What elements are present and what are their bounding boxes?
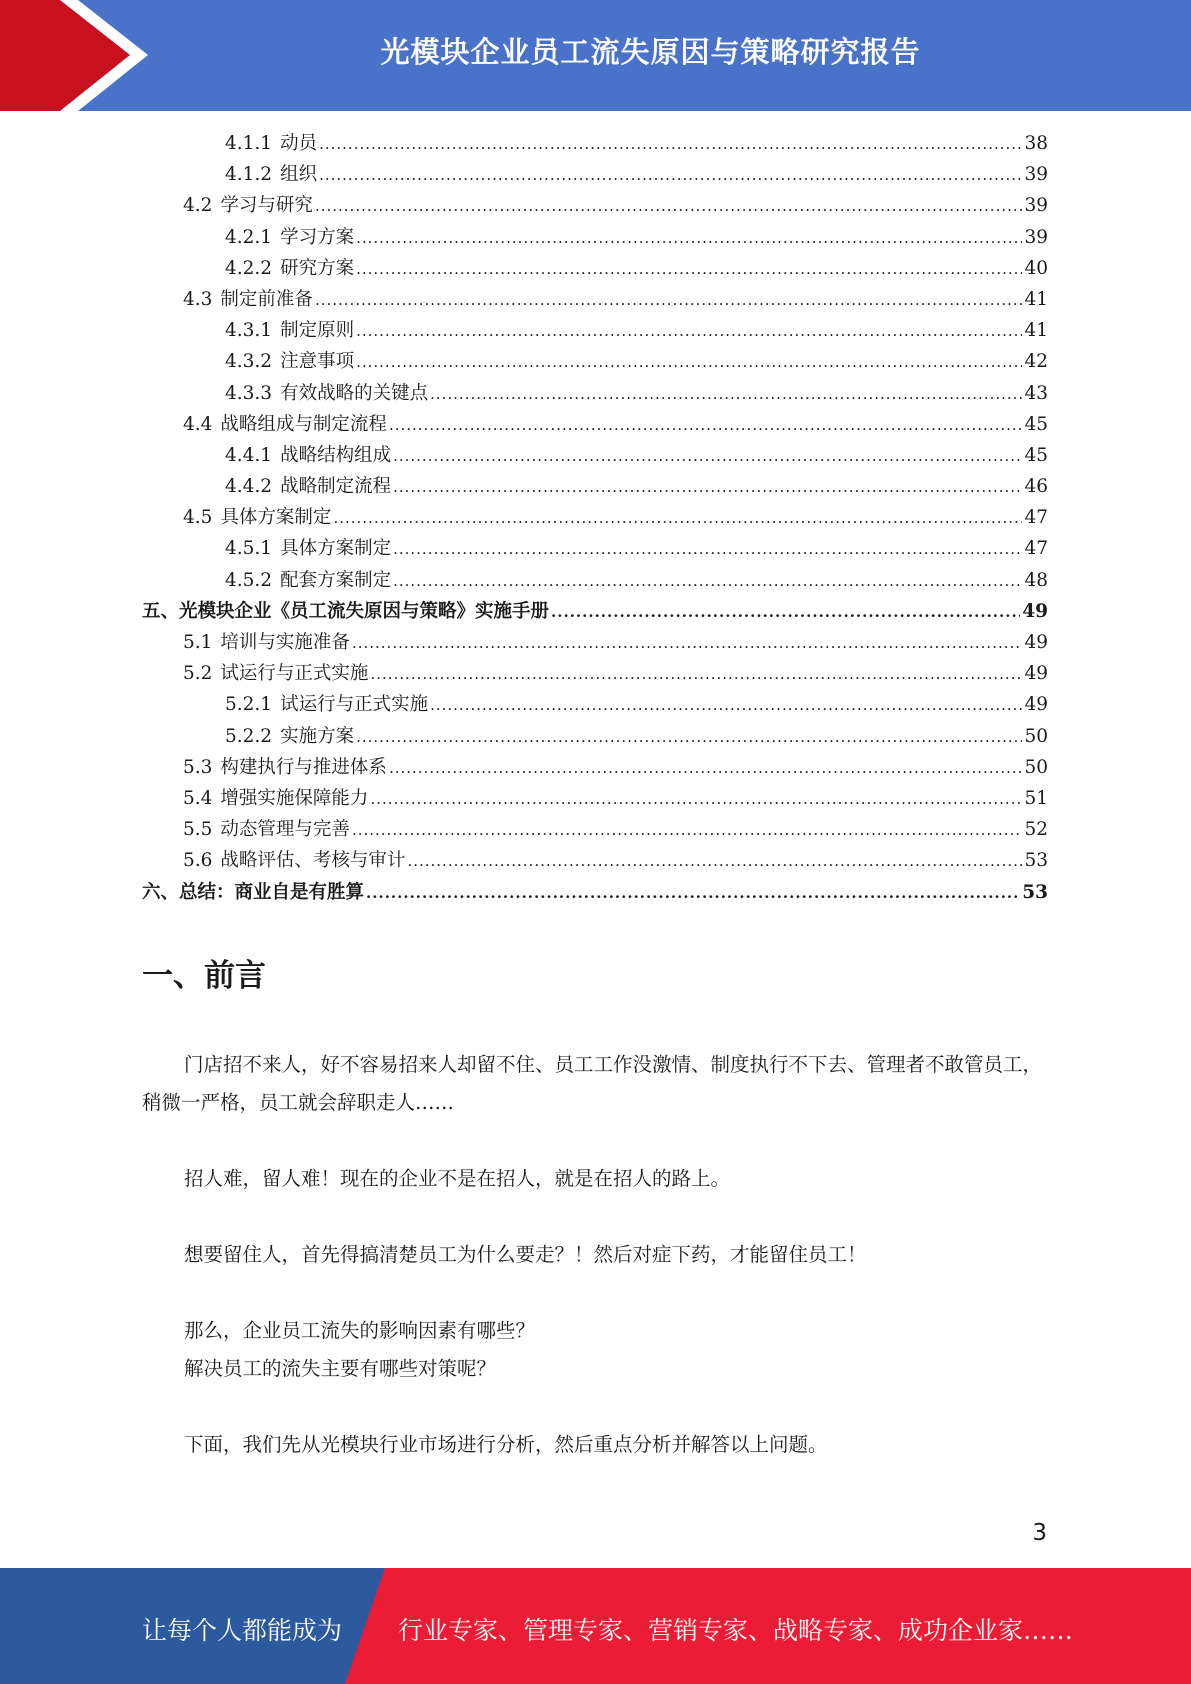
toc-entry-number: 4.2 [183, 195, 213, 217]
toc-leader-dots [356, 223, 1022, 254]
toc-entry-label: 增强实施保障能力 [220, 787, 369, 809]
toc-entry-page: 47 [1024, 538, 1048, 560]
paragraph: 门店招不来人，好不容易招来人却留不住、员工工作没激情、制度执行不下去、管理者不敢管员工，稍微一严格，员工就会辞职走人…… [142, 1053, 1043, 1114]
toc-entry-page: 49 [1024, 694, 1048, 716]
toc-entry-label: 培训与实施准备 [220, 632, 350, 653]
toc-leader-dots [430, 690, 1022, 721]
toc-entry-number: 5.1 [183, 632, 213, 653]
toc-entry-number: 4.2.2 [225, 257, 273, 279]
toc-entry-label: 学习方案 [280, 226, 355, 248]
toc-entry-label: 构建执行与推进体系 [220, 756, 387, 778]
toc-entry-label: 战略制定流程 [280, 476, 392, 498]
section-heading: 一、前言 [142, 958, 266, 994]
toc-entry[interactable] [142, 128, 1048, 159]
section-body [142, 1046, 1048, 1464]
toc-entry-label: 组织 [280, 164, 318, 186]
toc-entry-page: 46 [1024, 476, 1048, 498]
toc-entry-label: 试运行与正式实施 [220, 663, 369, 685]
toc-entry-label: 动员 [280, 133, 318, 154]
toc-entry-page: 50 [1024, 725, 1048, 747]
toc-entry-page: 53 [1024, 850, 1048, 872]
paragraph: 解决员工的流失主要有哪些对策呢？ [184, 1357, 497, 1380]
toc-entry[interactable] [142, 845, 1048, 876]
toc-entry-label: 制定原则 [280, 320, 355, 342]
toc-entry[interactable] [142, 783, 1048, 814]
toc-entry-page: 39 [1024, 164, 1048, 186]
toc-entry-page: 48 [1024, 569, 1048, 591]
toc-entry-number: 4.2.1 [225, 226, 273, 248]
toc-leader-dots [315, 191, 1023, 222]
table-of-contents [142, 128, 1048, 908]
toc-entry-label: 战略评估、考核与审计 [220, 850, 406, 872]
toc-leader-dots [333, 503, 1022, 534]
toc-entry[interactable] [142, 346, 1048, 377]
toc-entry-page: 49 [1024, 663, 1048, 685]
toc-entry-number: 4.4.1 [225, 444, 273, 466]
toc-entry-label: 战略结构组成 [280, 444, 392, 466]
toc-leader-dots [551, 597, 1020, 628]
footer-slogan-left: 让每个人都能成为 [142, 1616, 343, 1645]
toc-entry-label: 学习与研究 [220, 195, 313, 217]
toc-entry[interactable] [142, 565, 1048, 596]
toc-entry-number: 5.3 [183, 756, 213, 778]
toc-entry-number: 5.5 [183, 819, 213, 841]
page-footer [0, 1568, 1191, 1684]
toc-entry-label: 有效战略的关键点 [280, 382, 429, 404]
toc-leader-dots [370, 659, 1022, 690]
toc-entry-number: 5.4 [183, 787, 213, 809]
toc-entry-page: 47 [1024, 507, 1048, 529]
toc-entry[interactable] [142, 752, 1048, 783]
toc-entry-page: 50 [1024, 756, 1048, 778]
toc-entry-number: 4.1.2 [225, 164, 273, 186]
toc-leader-dots [356, 722, 1022, 753]
toc-leader-dots [366, 878, 1020, 909]
toc-entry-number: 4.5.1 [225, 538, 273, 560]
paragraph: 下面，我们先从光模块行业市场进行分析，然后重点分析并解答以上问题。 [184, 1433, 828, 1456]
toc-entry-label: 试运行与正式实施 [280, 694, 429, 716]
toc-entry-page: 41 [1024, 288, 1048, 310]
toc-entry[interactable] [142, 627, 1048, 658]
toc-entry-label: 总结：商业自是有胜算 [179, 881, 365, 903]
toc-entry[interactable] [142, 315, 1048, 346]
toc-entry-number: 六、 [142, 881, 180, 903]
toc-entry[interactable] [142, 284, 1048, 315]
toc-leader-dots [393, 566, 1022, 597]
toc-leader-dots [356, 254, 1022, 285]
toc-entry-label: 注意事项 [280, 351, 355, 373]
toc-entry[interactable] [142, 596, 1048, 627]
paragraph: 招人难，留人难！现在的企业不是在招人，就是在招人的路上。 [184, 1167, 731, 1190]
toc-leader-dots [393, 441, 1022, 472]
header-arrow-decoration [0, 0, 160, 111]
toc-leader-dots [393, 534, 1022, 565]
toc-entry[interactable] [142, 533, 1048, 564]
toc-entry-page: 43 [1024, 382, 1048, 404]
toc-entry-label: 制定前准备 [220, 288, 313, 310]
toc-entry[interactable] [142, 502, 1048, 533]
toc-entry[interactable] [142, 814, 1048, 845]
toc-leader-dots [352, 628, 1023, 659]
toc-leader-dots [356, 347, 1022, 378]
toc-entry-number: 4.3.2 [225, 351, 273, 373]
page-number: 3 [1032, 1520, 1047, 1546]
toc-entry[interactable] [142, 378, 1048, 409]
toc-entry[interactable] [142, 159, 1048, 190]
toc-entry[interactable] [142, 440, 1048, 471]
toc-entry[interactable] [142, 471, 1048, 502]
toc-entry[interactable] [142, 658, 1048, 689]
toc-leader-dots [352, 815, 1023, 846]
toc-entry-page: 39 [1024, 226, 1048, 248]
toc-entry-page: 45 [1024, 444, 1048, 466]
toc-leader-dots [319, 160, 1022, 191]
toc-entry-page: 45 [1024, 413, 1048, 435]
paragraph: 想要留住人，首先得搞清楚员工为什么要走？！然后对症下药，才能留住员工！ [184, 1243, 867, 1266]
toc-entry-label: 研究方案 [280, 257, 355, 279]
toc-entry-page: 40 [1024, 257, 1048, 279]
toc-leader-dots [389, 753, 1023, 784]
toc-entry-label: 动态管理与完善 [220, 819, 350, 841]
toc-entry[interactable] [142, 689, 1048, 720]
toc-entry-number: 5.6 [183, 850, 213, 872]
toc-leader-dots [319, 129, 1022, 160]
toc-entry-number: 5.2.1 [225, 694, 273, 716]
toc-entry-label: 具体方案制定 [280, 538, 392, 560]
toc-entry-page: 53 [1022, 881, 1048, 903]
toc-entry[interactable] [142, 222, 1048, 253]
toc-entry-number: 5.2.2 [225, 725, 273, 747]
toc-entry-number: 4.3.3 [225, 382, 273, 404]
toc-entry[interactable] [142, 253, 1048, 284]
toc-entry[interactable] [142, 409, 1048, 440]
toc-entry-number: 五、 [142, 600, 180, 622]
toc-entry-page: 39 [1024, 195, 1048, 217]
document-title: 光模块企业员工流失原因与策略研究报告 [380, 35, 921, 69]
toc-entry[interactable] [142, 877, 1048, 908]
toc-entry-number: 4.5.2 [225, 569, 273, 591]
toc-leader-dots [315, 285, 1023, 316]
toc-entry-label: 光模块企业《员工流失原因与策略》实施手册 [179, 600, 550, 622]
toc-entry[interactable] [142, 190, 1048, 221]
page-header [0, 0, 1191, 111]
toc-entry-number: 4.5 [183, 507, 213, 529]
paragraph: 那么，企业员工流失的影响因素有哪些？ [184, 1319, 536, 1342]
toc-entry-number: 4.3 [183, 288, 213, 310]
toc-leader-dots [430, 379, 1022, 410]
toc-entry-number: 4.1.1 [225, 133, 273, 154]
toc-entry-page: 49 [1024, 632, 1048, 653]
toc-leader-dots [356, 316, 1022, 347]
toc-entry-page: 41 [1024, 320, 1048, 342]
toc-entry-label: 具体方案制定 [220, 507, 332, 529]
toc-leader-dots [393, 472, 1022, 503]
toc-leader-dots [370, 784, 1022, 815]
toc-entry-number: 4.4.2 [225, 476, 273, 498]
toc-entry-page: 42 [1024, 351, 1048, 373]
toc-leader-dots [389, 410, 1023, 441]
toc-entry[interactable] [142, 721, 1048, 752]
toc-entry-page: 38 [1024, 133, 1048, 154]
toc-entry-page: 51 [1024, 787, 1048, 809]
footer-slogan-right: 行业专家、管理专家、营销专家、战略专家、成功企业家…… [398, 1616, 1074, 1645]
toc-entry-number: 4.3.1 [225, 320, 273, 342]
toc-entry-page: 49 [1022, 600, 1048, 622]
toc-leader-dots [407, 846, 1022, 877]
toc-entry-label: 实施方案 [280, 725, 355, 747]
toc-entry-number: 4.4 [183, 413, 213, 435]
toc-entry-label: 配套方案制定 [280, 569, 392, 591]
toc-entry-label: 战略组成与制定流程 [220, 413, 387, 435]
toc-entry-number: 5.2 [183, 663, 213, 685]
toc-entry-page: 52 [1024, 819, 1048, 841]
